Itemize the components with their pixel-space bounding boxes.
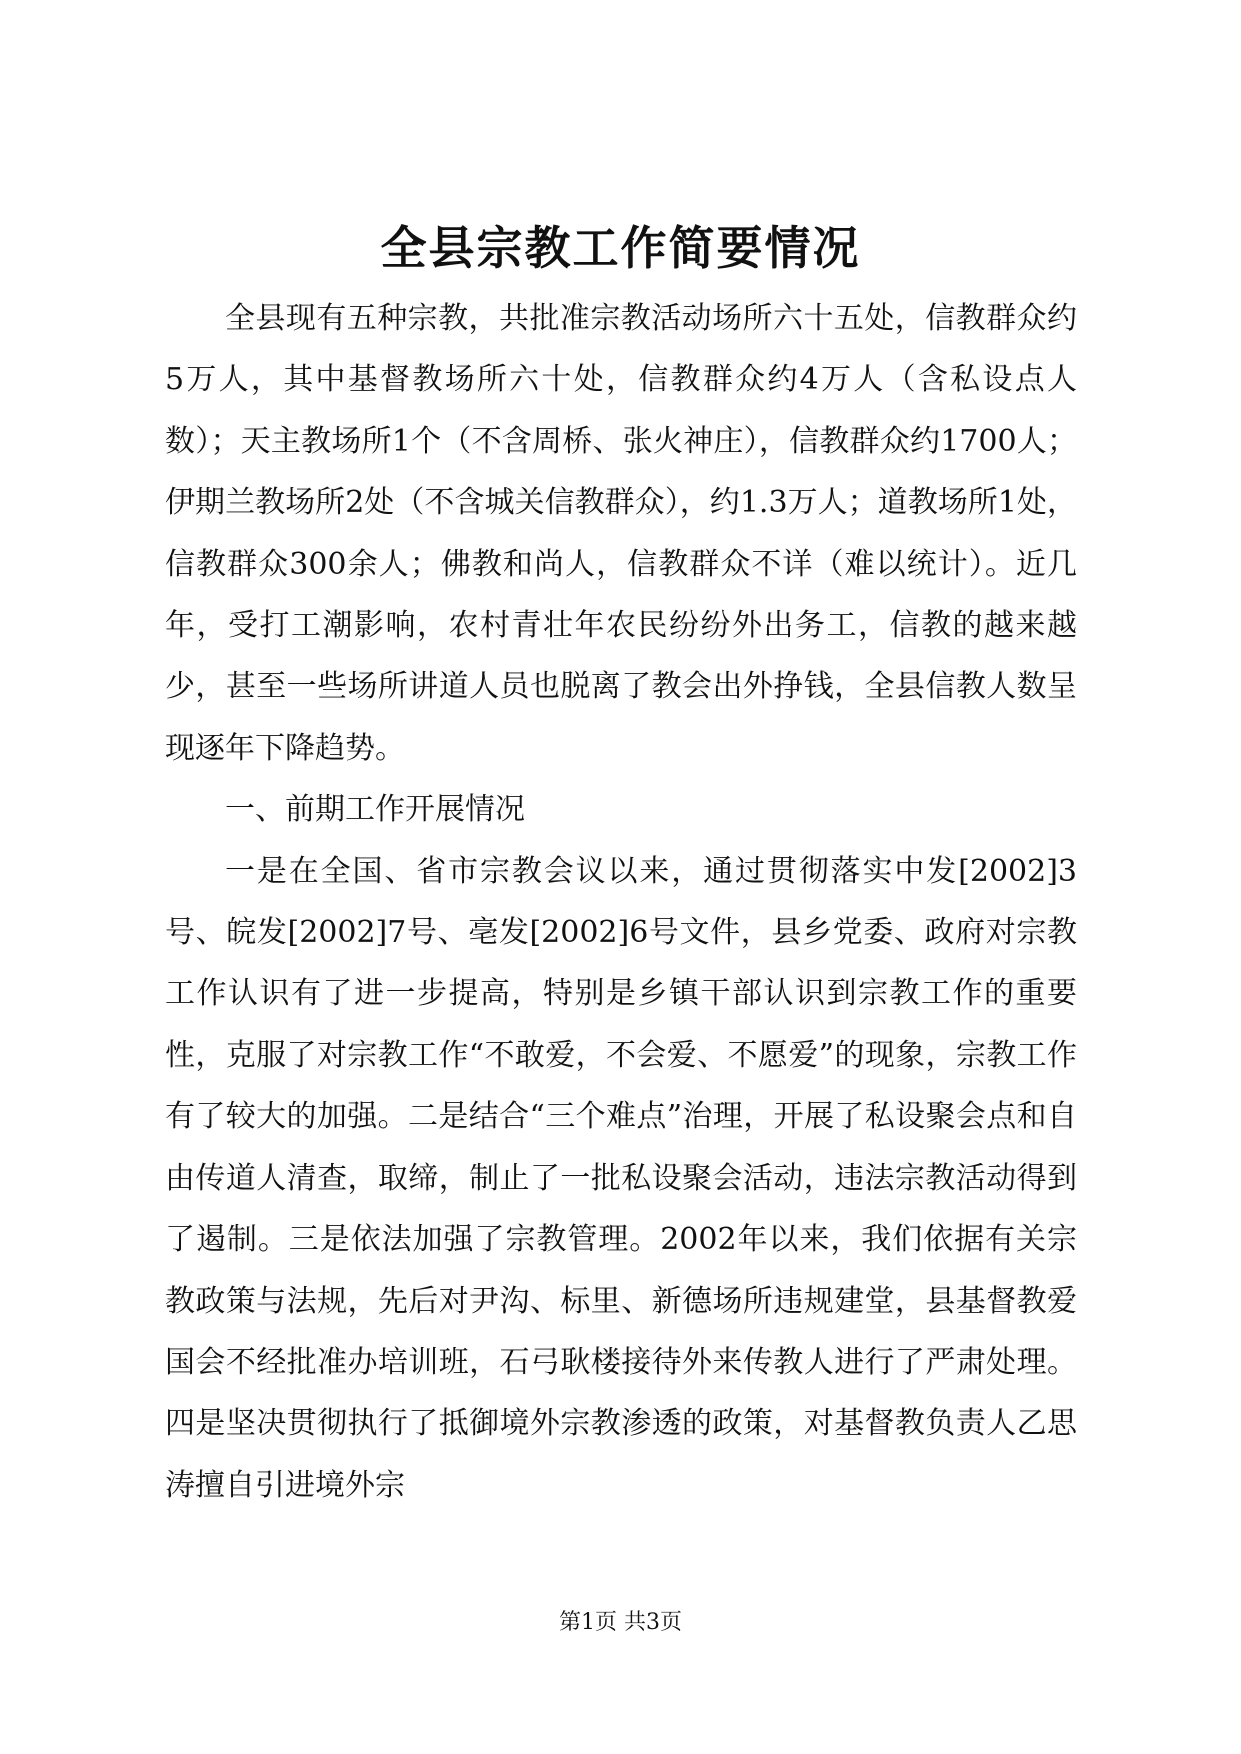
paragraph-work-progress: 一是在全国、省市宗教会议以来，通过贯彻落实中发[2002]3号、皖发[2002]7号、亳发[2002]6号文件，县乡党委、政府对宗教工作认识有了进一步提高，特别是乡镇干部认识到宗教工作的重要性，克服了对宗教工作“不敢爱，不会爱、不愿爱”的现象，宗教工作有了较大的加强。二是结合“三个难点”治理，开展了私设聚会点和自由传道人清查，取缔，制止了一批私设聚会活动，违法宗教活动得到了遏制。三是依法加强了宗教管理。2002年以来，我们依据有关宗教政策与法规，先后对尹沟、标里、新德场所违规建堂，县基督教爱国会不经批准办培训班，石弓耿楼接待外来传教人进行了严肃处理。四是坚决贯彻执行了抵御境外宗教渗透的政策，对基督教负责人乙思涛擅自引进境外宗 xyxy=(165,853,1077,1503)
document-title: 全县宗教工作简要情况 xyxy=(380,221,861,275)
paragraph-overview: 全县现有五种宗教，共批准宗教活动场所六十五处，信教群众约5万人，其中基督教场所六十处，信教群众约4万人（含私设点人数）；天主教场所1个（不含周桥、张火神庄），信教群众约1700人；伊期兰教场所2处（不含城关信教群众），约1.3万人；道教场所1处，信教群众300余人；佛教和尚人，信教群众不详（难以统计）。近几年，受打工潮影响，农村青壮年农民纷纷外出务工，信教的越来越少，甚至一些场所讲道人员也脱离了教会出外挣钱，全县信教人数呈现逐年下降趋势。 xyxy=(165,301,1077,766)
page-footer: 第1页 共3页 xyxy=(559,1610,682,1635)
section-heading: 一、前期工作开展情况 xyxy=(225,792,525,828)
document-body xyxy=(165,288,1077,1516)
